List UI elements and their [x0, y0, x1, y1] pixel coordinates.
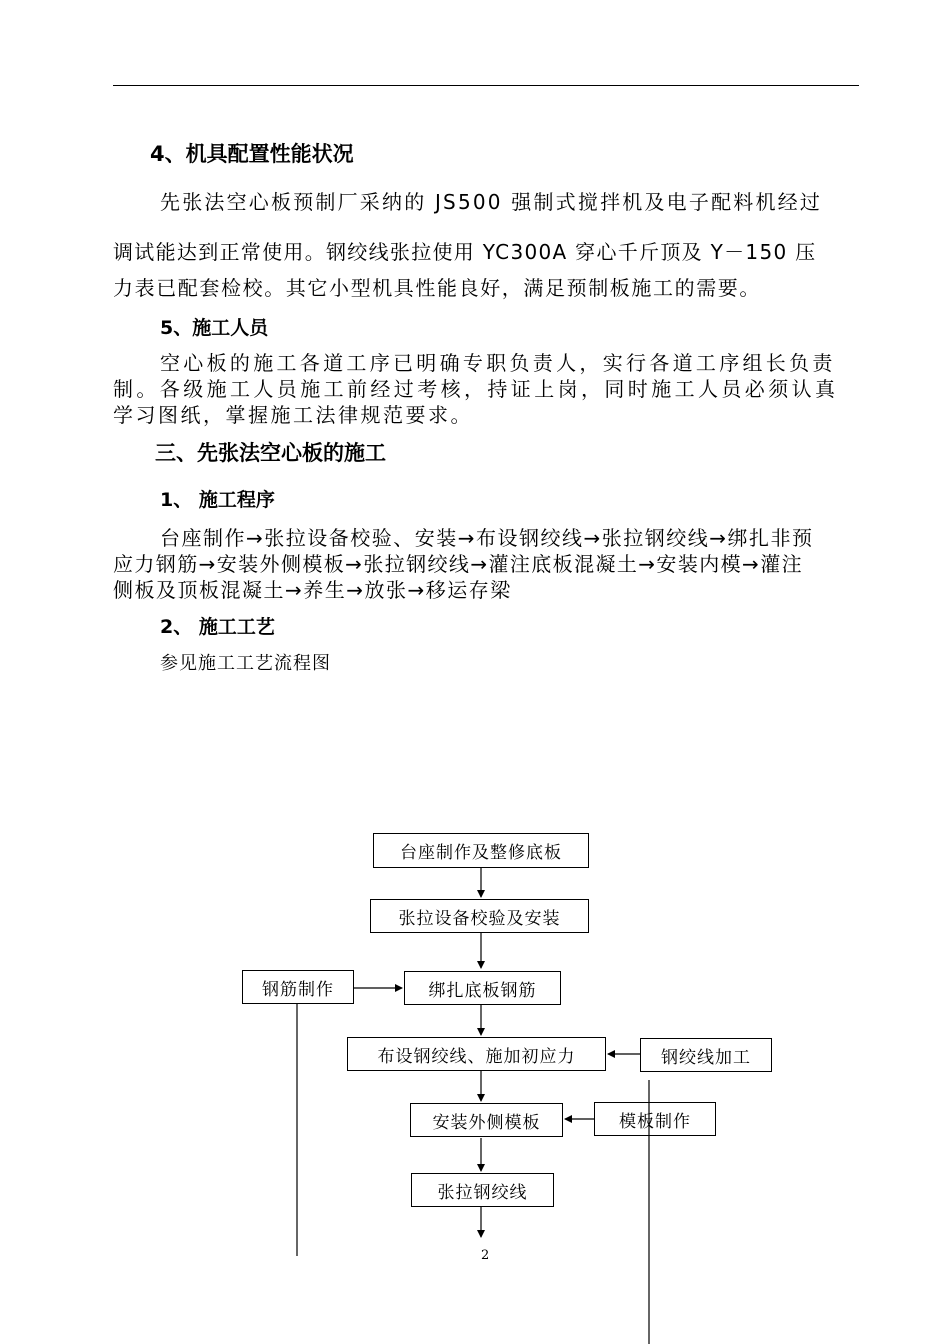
flow-box-formwork-fabrication: 模板制作 [594, 1102, 716, 1136]
section-5-heading: 5、施工人员 [160, 317, 269, 339]
sub-1-line-1: 台座制作→张拉设备校验、安装→布设钢绞线→张拉钢绞线→绑扎非预 [160, 526, 814, 550]
flow-box-pedestal: 台座制作及整修底板 [373, 833, 589, 868]
section-5-line-1: 空心板的施工各道工序已明确专职负责人，实行各道工序组长负责 [160, 351, 836, 375]
section-4-line-1: 先张法空心板预制厂采纳的 JS500 强制式搅拌机及电子配料机经过 [160, 190, 823, 214]
sub-2-heading: 2、 施工工艺 [160, 616, 275, 638]
flow-box-rebar-fabrication: 钢筋制作 [242, 970, 354, 1004]
page-number: 2 [481, 1248, 490, 1263]
section-4-line-2: 调试能达到正常使用。钢绞线张拉使用 YC300A 穿心千斤顶及 Y－150 压 [113, 240, 817, 264]
part-3-heading: 三、先张法空心板的施工 [155, 441, 386, 465]
flow-box-bind-rebar: 绑扎底板钢筋 [404, 971, 561, 1005]
sub-2-para: 参见施工工艺流程图 [160, 653, 331, 674]
flow-box-lay-strand: 布设钢绞线、施加初应力 [347, 1037, 606, 1071]
section-5-line-2: 制。各级施工人员施工前经过考核，持证上岗，同时施工人员必须认真 [113, 377, 839, 401]
section-4-line-3: 力表已配套检校。其它小型机具性能良好，满足预制板施工的需要。 [113, 276, 761, 300]
sub-1-line-2: 应力钢筋→安装外侧模板→张拉钢绞线→灌注底板混凝土→安装内模→灌注 [113, 552, 803, 576]
flow-box-strand-processing: 钢绞线加工 [640, 1038, 772, 1072]
section-5-line-3: 学习图纸，掌握施工法律规范要求。 [113, 403, 473, 427]
section-4-heading: 4、机具配置性能状况 [150, 142, 354, 166]
sub-1-heading: 1、 施工程序 [160, 489, 275, 511]
sub-1-line-3: 侧板及顶板混凝土→养生→放张→移运存梁 [113, 578, 512, 602]
flow-box-tension-equipment: 张拉设备校验及安装 [370, 899, 589, 933]
header-rule [113, 85, 859, 86]
flow-box-tension-strand: 张拉钢绞线 [411, 1173, 554, 1207]
flow-box-outer-formwork: 安装外侧模板 [410, 1103, 563, 1137]
